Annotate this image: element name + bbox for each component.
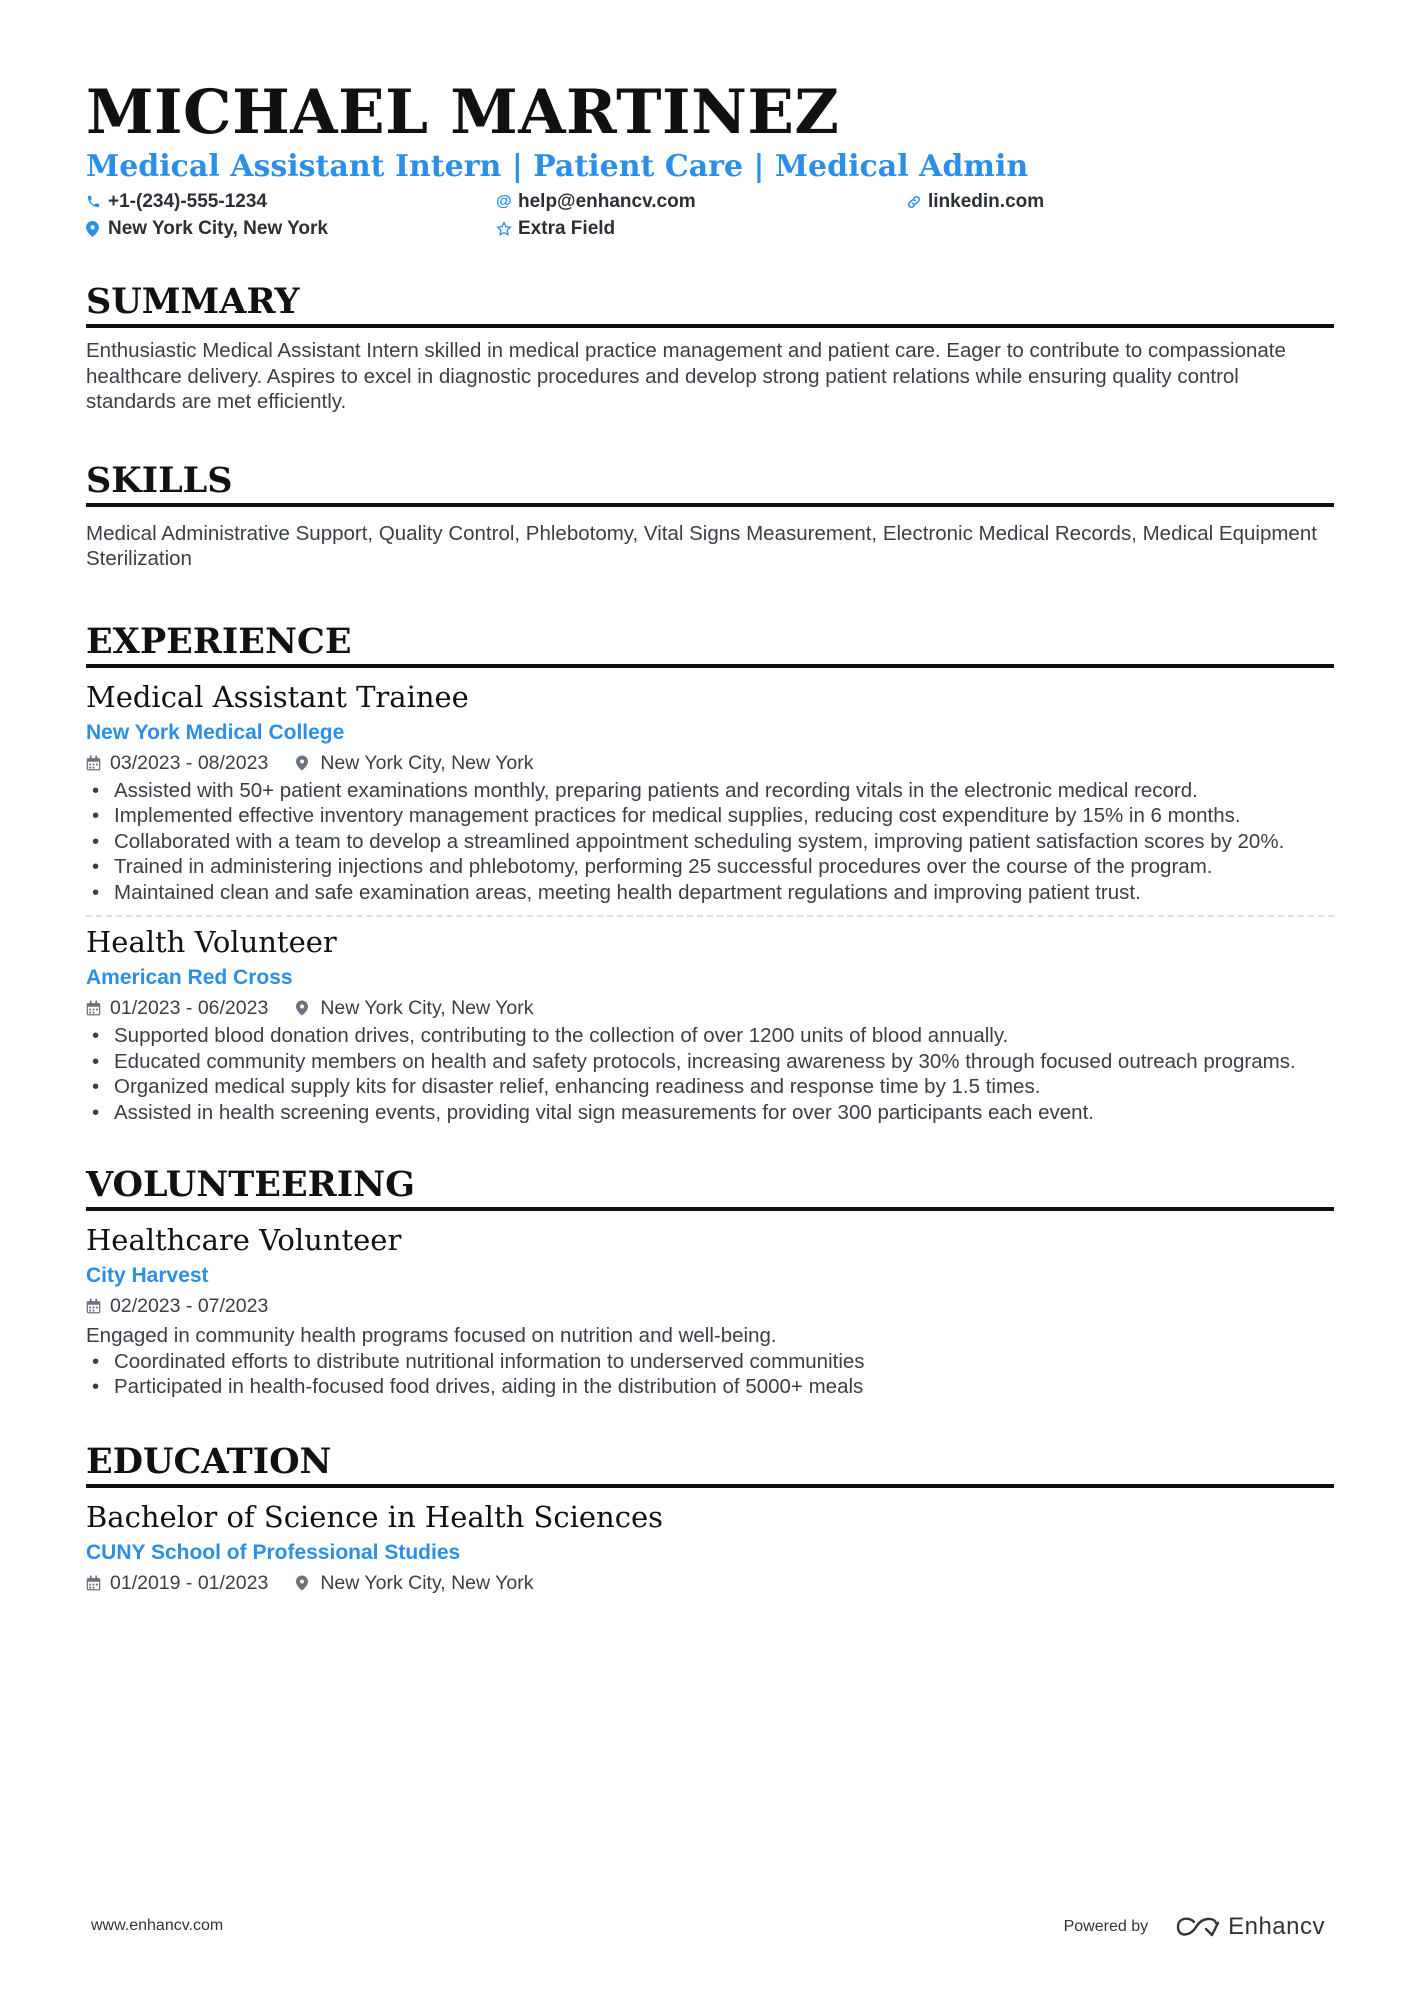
experience-entry [86,923,1334,1125]
summary-text: Enthusiastic Medical Assistant Intern skilled in medical practice management and patient care. Eager to contribute to compassionate healthcare delivery. Aspires to excel in diagnostic procedures and develop strong patient relations while ensuring quality control standards are met efficiently. [86,339,1286,413]
star-icon [496,221,518,237]
experience-entry [86,678,1334,906]
skills-section [86,459,1334,572]
experience-section [86,620,1334,1126]
entry-title: Health Volunteer [86,925,337,959]
calendar-icon [86,1575,110,1591]
bullet-item: • Collaborated with a team to develop a streamlined appointment scheduling system, improving patient satisfaction scores by 20%. [86,829,1334,855]
contact-extra [496,215,906,242]
bullet-item: • Assisted with 50+ patient examinations monthly, preparing patients and recording vitals in the electronic medical record. [86,778,1334,804]
brand-name: Enhancv [1228,1913,1325,1940]
location-pin-icon [86,221,108,237]
at-icon: @ [496,192,512,210]
bullet-item: • Coordinated efforts to distribute nutritional information to underserved communities [86,1349,1334,1375]
entry-organization: CUNY School of Professional Studies [86,1540,461,1564]
contact-phone[interactable] [86,188,496,215]
phone-icon [86,194,108,209]
bullet-item: • Educated community members on health and safety protocols, increasing awareness by 30% through focused outreach programs. [86,1049,1334,1075]
bullet-item: • Assisted in health screening events, providing vital sign measurements for over 300 participants each event. [86,1100,1334,1126]
volunteering-heading: VOLUNTEERING [86,1163,1334,1211]
entry-location: New York City, New York [320,1571,534,1594]
summary-section [86,280,1334,415]
calendar-icon [86,1000,110,1016]
contact-linkedin[interactable] [906,188,1334,215]
candidate-title: Medical Assistant Intern | Patient Care | Medical Admin [86,149,1029,184]
entry-dates: 01/2019 - 01/2023 [110,1571,269,1594]
experience-heading: EXPERIENCE [86,620,1334,668]
volunteering-section [86,1163,1334,1400]
education-section [86,1440,1334,1598]
powered-by-text: Powered by [1063,1918,1149,1935]
calendar-icon [86,1298,110,1314]
skills-heading: SKILLS [86,459,1334,507]
contact-location [86,215,496,242]
entry-dates: 03/2023 - 08/2023 [110,751,269,774]
location-pin-icon [296,755,320,771]
bullet-item: • Supported blood donation drives, contributing to the collection of over 1200 units of blood annually. [86,1023,1334,1049]
education-entry [86,1498,1334,1598]
contact-email[interactable] [496,188,906,215]
volunteering-entry [86,1221,1334,1400]
entry-divider [86,915,1334,917]
entry-dates: 01/2023 - 06/2023 [110,997,269,1019]
entry-dates: 02/2023 - 07/2023 [110,1295,269,1317]
footer-branding [1064,1913,1325,1941]
entry-meta [86,1568,1334,1598]
entry-organization: American Red Cross [86,966,293,989]
entry-location: New York City, New York [320,997,534,1019]
entry-meta [86,993,1334,1023]
contact-info [86,188,1334,242]
calendar-icon [86,755,110,771]
entry-bullets [86,1023,1334,1125]
bullet-item: • Trained in administering injections and phlebotomy, performing 25 successful procedures over the course of the program. [86,854,1334,880]
link-icon [906,194,928,210]
page-footer [91,1913,1325,1943]
summary-heading: SUMMARY [86,280,1334,328]
resume-page [86,76,1334,1598]
bullet-item: • Organized medical supply kits for disaster relief, enhancing readiness and response time by 1.5 times. [86,1074,1334,1100]
phone-text: +1-(234)-555-1234 [108,190,267,212]
entry-organization: New York Medical College [86,720,345,744]
education-heading: EDUCATION [86,1440,1334,1488]
location-text: New York City, New York [108,217,328,239]
entry-location: New York City, New York [320,751,534,774]
extra-text: Extra Field [518,217,616,239]
location-pin-icon [296,1575,320,1591]
entry-bullets [86,1349,1334,1400]
entry-title: Healthcare Volunteer [86,1223,402,1257]
candidate-name: MICHAEL MARTINEZ [86,77,840,148]
entry-meta [86,748,1334,778]
footer-website[interactable]: www.enhancv.com [91,1917,224,1934]
linkedin-text: linkedin.com [928,190,1045,212]
entry-organization: City Harvest [86,1264,209,1287]
enhancv-logo[interactable] [1174,1913,1325,1941]
bullet-item: • Implemented effective inventory management practices for medical supplies, reducing cost expenditure by 15% in 6 months. [86,803,1334,829]
bullet-item: • Maintained clean and safe examination areas, meeting health department regulations and improving patient trust. [86,880,1334,906]
location-pin-icon [296,1000,320,1016]
entry-title: Bachelor of Science in Health Sciences [86,1499,663,1534]
entry-meta [86,1291,1334,1321]
skills-text: Medical Administrative Support, Quality Control, Phlebotomy, Vital Signs Measurement, Electronic Medical Records, Medical Equipment Sterilization [86,521,1317,570]
entry-description: Engaged in community health programs focused on nutrition and well-being. [86,1324,777,1347]
email-text: help@enhancv.com [518,190,696,212]
entry-bullets [86,778,1334,906]
bullet-item: • Participated in health-focused food drives, aiding in the distribution of 5000+ meals [86,1374,1334,1400]
enhancv-logo-icon [1174,1915,1220,1939]
entry-title: Medical Assistant Trainee [86,679,469,714]
